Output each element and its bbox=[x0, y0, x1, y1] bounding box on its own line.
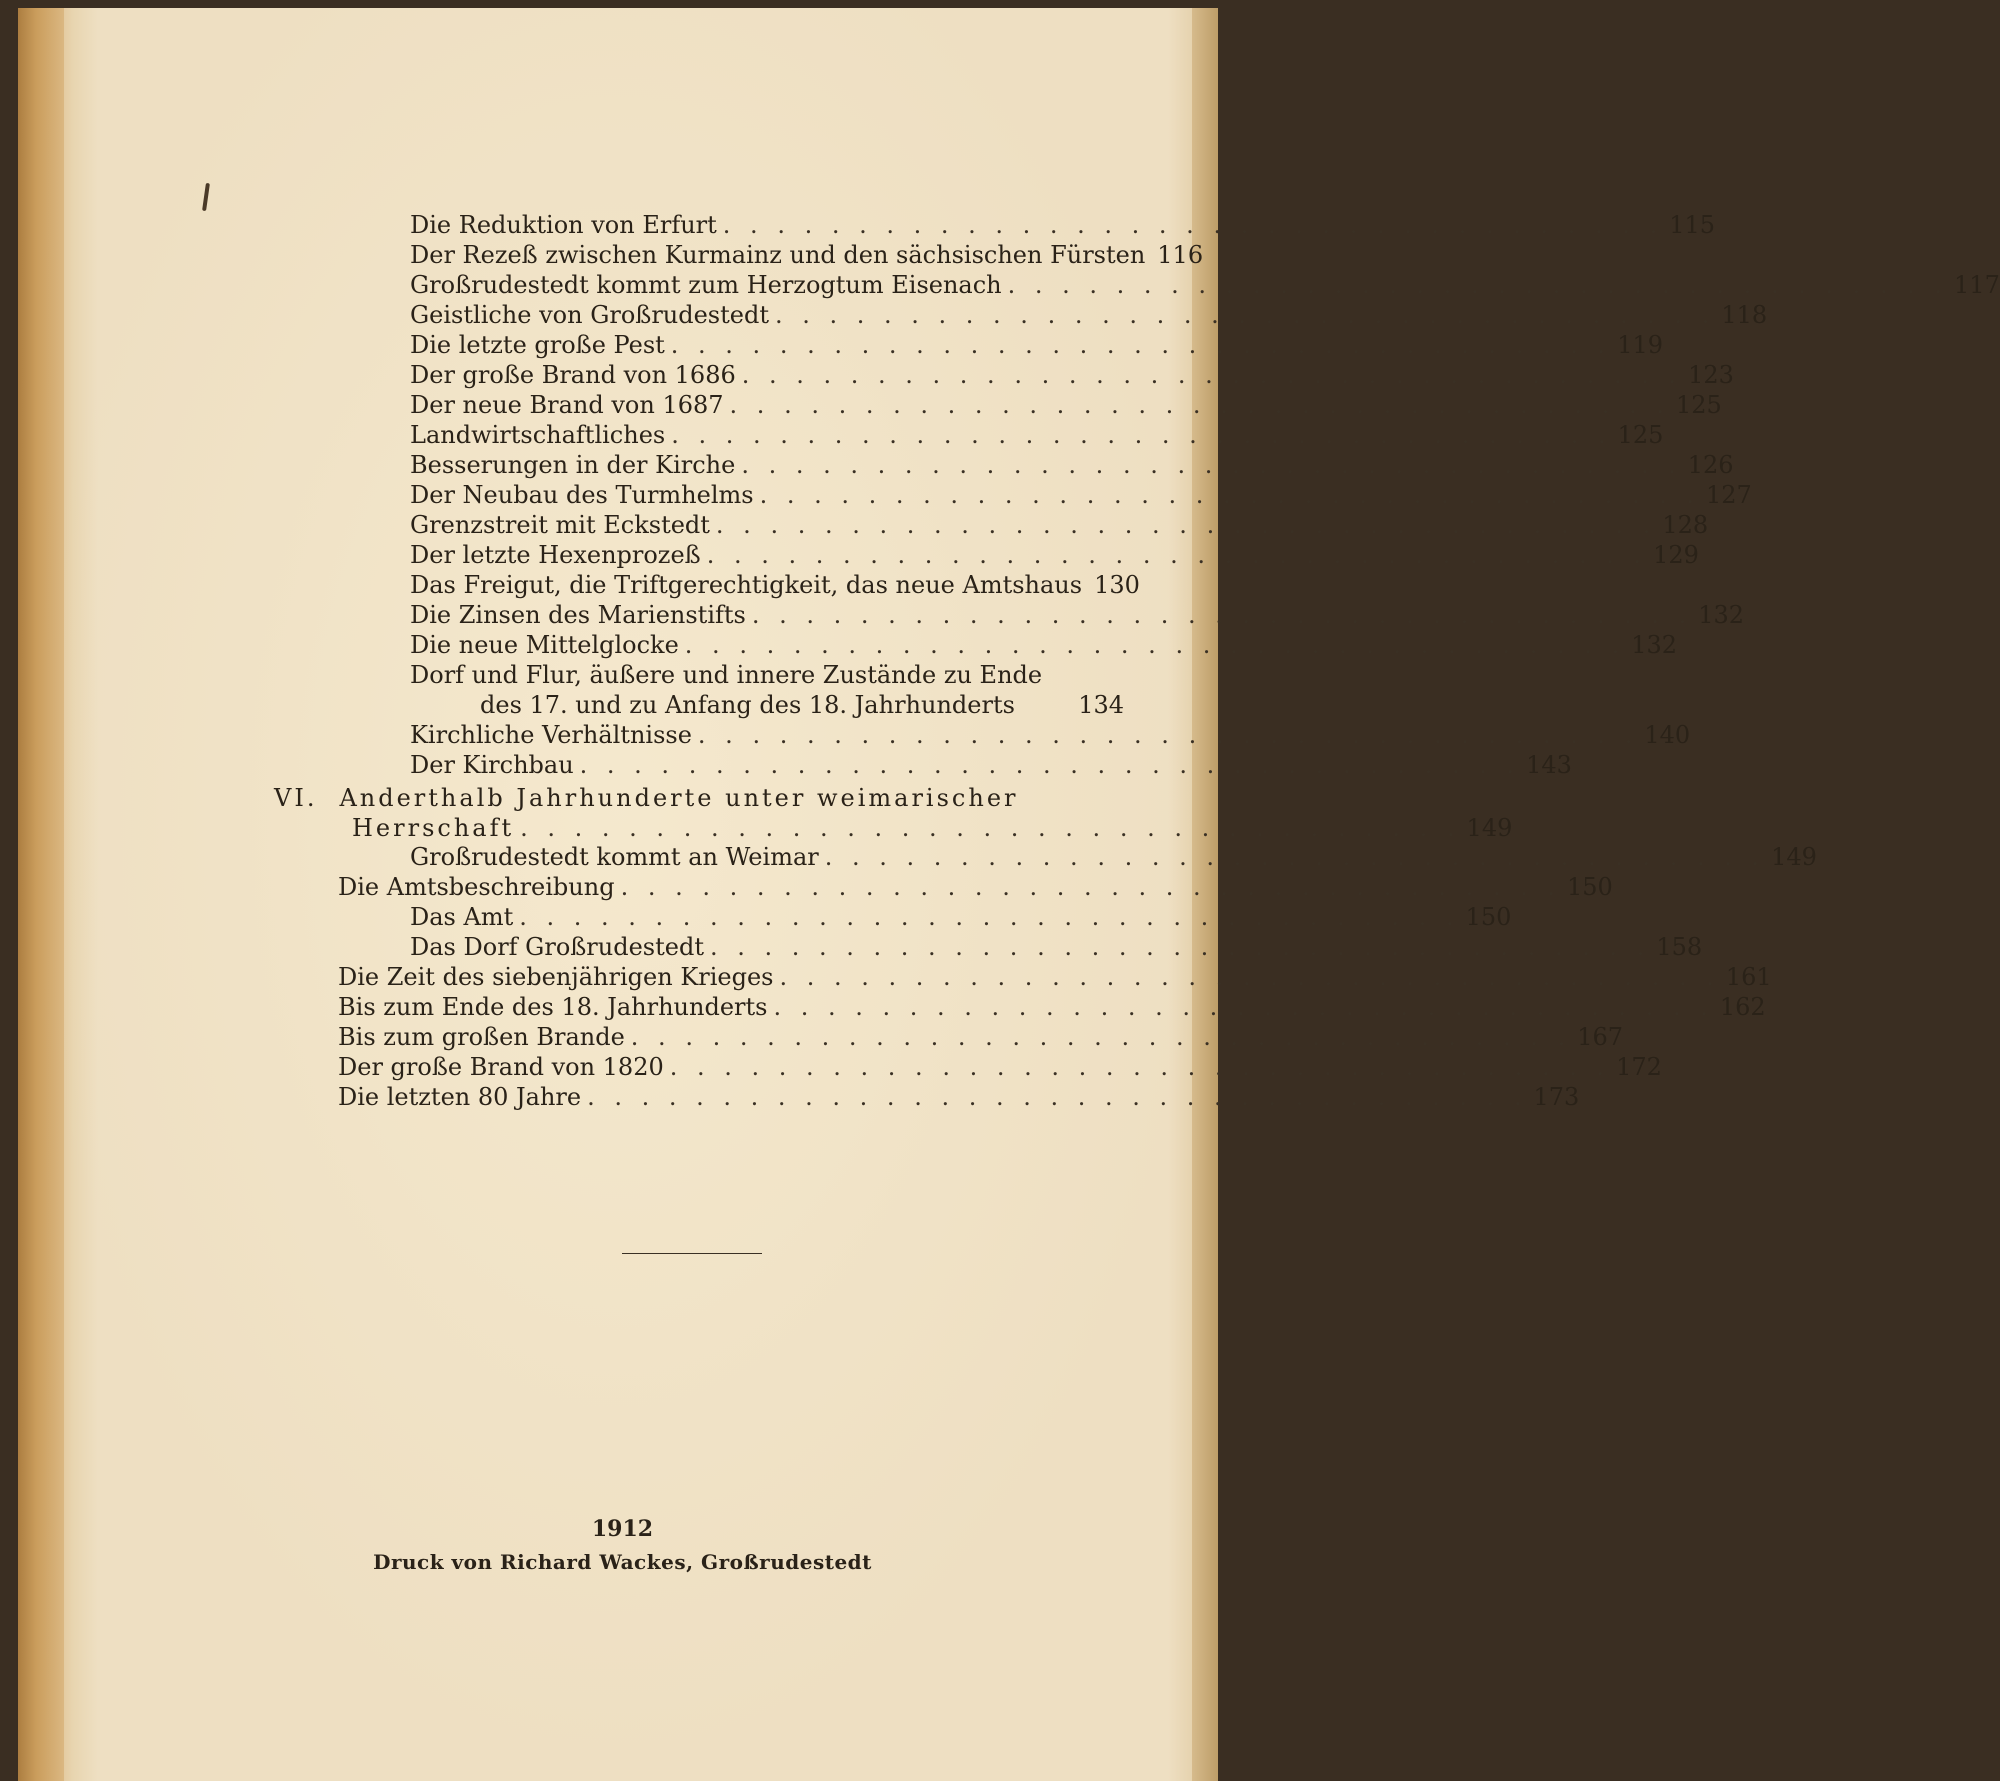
toc-entry-title: Großrudestedt kommt zum Herzogtum Eisenach bbox=[410, 271, 1002, 299]
toc-entry bbox=[410, 750, 1572, 780]
toc-entry-page: 167 bbox=[1577, 1023, 1624, 1051]
chapter-title-line2: Herrschaft bbox=[352, 814, 515, 842]
toc-entry-page: 119 bbox=[1617, 331, 1663, 359]
publication-year: 1912 bbox=[591, 1516, 654, 1542]
toc-entry bbox=[410, 480, 1752, 510]
toc-entry bbox=[338, 1082, 1580, 1112]
toc-entry-page: 143 bbox=[1526, 751, 1572, 779]
leader-dots: . . . . . . . . . . . . . . . . . . . . . . . . . . . . . . . . . . . bbox=[671, 421, 1612, 449]
toc-entry-title: Das Dorf Großrudestedt bbox=[410, 933, 704, 961]
toc-entry-title: Grenzstreit mit Eckstedt bbox=[410, 511, 710, 539]
toc-entry bbox=[410, 390, 1722, 420]
toc-entry-title: Großrudestedt kommt an Weimar bbox=[410, 843, 819, 871]
toc-entry-title-line2: des 17. und zu Anfang des 18. Jahrhunderts bbox=[480, 691, 1015, 719]
leader-dots: . . . . . . . . . . . . . . . . . . . . . . . . . . . . . . . . . . . bbox=[751, 601, 1693, 629]
toc-entry-title: Die Zeit des siebenjährigen Krieges bbox=[338, 963, 774, 991]
toc-entry-title: Der Kirchbau bbox=[410, 751, 574, 779]
toc-entry-page: 149 bbox=[1771, 843, 1817, 871]
toc-entry-title: Die Zinsen des Marienstifts bbox=[410, 601, 746, 629]
toc-entry bbox=[338, 872, 1613, 902]
toc-entry-page: 140 bbox=[1644, 721, 1691, 749]
toc-entry bbox=[338, 992, 1766, 1022]
toc-entry-title: Besserungen in der Kirche bbox=[410, 451, 736, 479]
chapter-numeral: VI. bbox=[274, 784, 318, 812]
toc-entry-title: Geistliche von Großrudestedt bbox=[410, 301, 769, 329]
toc-entry-title-line1: Dorf und Flur, äußere und innere Zustände zu Ende bbox=[410, 661, 1043, 689]
leader-dots: . . . . . . . . . . . . . . . . . . . . . . . . . . . . . . . . . . . bbox=[706, 541, 1648, 569]
leader-dots: . . . . . . . . . . . . . . . . . . . . . . . . . . . . . . . . . . . bbox=[620, 873, 1561, 901]
toc-entry-title: Der Rezeß zwischen Kurmainz und den sächsischen Fürsten bbox=[410, 241, 1146, 269]
toc-entry bbox=[410, 842, 1817, 872]
leader-dots: . . . . . . . . . . . . . . . . . . . . . . . . . . . . . . . . . . . bbox=[587, 1083, 1528, 1111]
toc-entry-page: 118 bbox=[1721, 301, 1768, 329]
leader-dots: . . . . . . . . . . . . . . . . . . . . . . . . . . . . . . . . . . . bbox=[670, 331, 1612, 359]
leader-dots: . . . . . . . . . . . . . . . . . . . . . . . . . . . . . . . . . . . bbox=[709, 933, 1651, 961]
toc-entry bbox=[410, 570, 1140, 600]
leader-dots: . . . . . . . . . . . . . . . . . . . . . . . . . . . . . . . . . . . bbox=[741, 451, 1682, 479]
leader-dots: . . . . . . . . . . . . . . . . . . . . . . . . . . . . . . . . . . . bbox=[715, 511, 1657, 539]
toc-entry-page: 126 bbox=[1687, 451, 1734, 479]
divider-rule bbox=[622, 1253, 762, 1254]
toc-entry-title: Der große Brand von 1686 bbox=[410, 361, 736, 389]
toc-entry-title: Das Freigut, die Triftgerechtigkeit, das neue Amtshaus bbox=[410, 571, 1083, 599]
toc-entry-page: 130 bbox=[1094, 571, 1140, 599]
leader-dots: . . . . . . . . . . . . . . . . . . . . . . . . . . . . . . . . . . . bbox=[697, 721, 1639, 749]
toc-entry-title: Die neue Mittelglocke bbox=[410, 631, 679, 659]
toc-entry-page: 128 bbox=[1662, 511, 1709, 539]
toc-entry bbox=[410, 300, 1768, 330]
toc-entry-page: 132 bbox=[1631, 631, 1678, 659]
chapter-title-line1: Anderthalb Jahrhunderte unter weimarischer bbox=[339, 784, 1019, 812]
toc-entry-title: Der letzte Hexenprozeß bbox=[410, 541, 701, 569]
toc-entry bbox=[410, 360, 1734, 390]
toc-entry-multiline-second bbox=[480, 690, 1124, 720]
toc-entry-title: Die Reduktion von Erfurt bbox=[410, 211, 717, 239]
toc-entry bbox=[410, 902, 1512, 932]
toc-entry-page: 150 bbox=[1566, 873, 1613, 901]
toc-entry-title: Das Amt bbox=[410, 903, 514, 931]
leader-dots: . . . . . . . . . . . . . . . . . . . . . . . . . . . . . . . . . . . bbox=[729, 391, 1670, 419]
toc-entry-page: 125 bbox=[1617, 421, 1664, 449]
toc-entry bbox=[410, 450, 1734, 480]
toc-entry-page: 150 bbox=[1465, 903, 1512, 931]
leader-dots: . . . . . . . . . . . . . . . . . . . . . . . . . . . . . . . . . . . bbox=[669, 1053, 1611, 1081]
toc-entry-page: 115 bbox=[1669, 211, 1716, 239]
toc-entry bbox=[410, 540, 1699, 570]
toc-entry bbox=[338, 1022, 1624, 1052]
leader-dots: . . . . . . . . . . . . . . . . . . . . . . . . . . . . . . . . . . . bbox=[684, 631, 1626, 659]
toc-entry-page: 117 bbox=[1954, 271, 2000, 299]
toc-entry bbox=[338, 1052, 1662, 1082]
leader-dots: . . . . . . . . . . . . . . . . . . . . . . . . . . . . . . . . . . . bbox=[519, 903, 1460, 931]
leader-dots: . . . . . . . . . . . . . . . . . . . . . . . . . . . . . . . . . . . bbox=[741, 361, 1683, 389]
toc-entry-page: 129 bbox=[1653, 541, 1699, 569]
leader-dots: . . . . . . . . . . . . . . . . . . . . . . . . . . . . . . . . . . . bbox=[722, 211, 1664, 239]
toc-entry-page: 123 bbox=[1688, 361, 1734, 389]
leader-dots: . . . . . . . . . . . . . . . . . . . . . . . . . . . . . . . . . . . bbox=[630, 1023, 1572, 1051]
toc-entry-title: Bis zum großen Brande bbox=[338, 1023, 625, 1051]
toc-entry-title: Bis zum Ende des 18. Jahrhunderts bbox=[338, 993, 768, 1021]
toc-entry-title: Landwirtschaftliches bbox=[410, 421, 666, 449]
toc-entry bbox=[410, 330, 1663, 360]
toc-entry bbox=[410, 630, 1678, 660]
leader-dots: . . . . . . . . . . . . . . . . . . . . . . . . . . . . . . . . . . . bbox=[824, 843, 1766, 871]
toc-entry-page: 158 bbox=[1656, 933, 1703, 961]
chapter-heading bbox=[274, 783, 1124, 813]
toc-entry bbox=[410, 932, 1703, 962]
leader-dots: . . . . . . . . . . . . . . . . . . . . . . . . . . . . . . . . . . . bbox=[779, 963, 1720, 991]
toc-entry bbox=[410, 600, 1745, 630]
toc-entry bbox=[410, 720, 1691, 750]
toc-entry-title: Der große Brand von 1820 bbox=[338, 1053, 664, 1081]
toc-entry bbox=[410, 240, 1204, 270]
toc-entry bbox=[338, 962, 1772, 992]
toc-entry-page: 149 bbox=[1466, 814, 1513, 842]
toc-entry-page: 134 bbox=[1078, 691, 1124, 719]
chapter-heading-second bbox=[352, 813, 1513, 843]
leader-dots: . . . . . . . . . . . . . . . . . . . . . . . . . . . . . . . . . . . bbox=[773, 993, 1714, 1021]
toc-entry-title: Die letzte große Pest bbox=[410, 331, 665, 359]
toc-entry bbox=[410, 510, 1709, 540]
toc-entry bbox=[410, 210, 1716, 240]
toc-entry bbox=[410, 420, 1664, 450]
toc-entry-page: 116 bbox=[1157, 241, 1204, 269]
leader-dots: . . . . . . . . . . . . . . . . . . . . . . . . . . . . . . . . . . . bbox=[1007, 271, 1949, 299]
toc-entry-page: 173 bbox=[1533, 1083, 1580, 1111]
toc-entry-page: 162 bbox=[1719, 993, 1766, 1021]
toc-entry-title: Kirchliche Verhältnisse bbox=[410, 721, 692, 749]
toc-entry-page: 172 bbox=[1616, 1053, 1662, 1081]
leader-dots: . . . . . . . . . . . . . . . . . . . . . . . . . . . . . . . . . . . bbox=[520, 814, 1461, 842]
toc-entry-title: Der neue Brand von 1687 bbox=[410, 391, 724, 419]
toc-entry-multiline-first bbox=[410, 660, 1124, 690]
leader-dots: . . . . . . . . . . . . . . . . . . . . . . . . . . . . . . . . . . . bbox=[759, 481, 1700, 509]
toc-entry-page: 127 bbox=[1706, 481, 1752, 509]
toc-entry bbox=[410, 270, 2000, 300]
toc-entry-title: Die letzten 80 Jahre bbox=[338, 1083, 582, 1111]
toc-entry-title: Der Neubau des Turmhelms bbox=[410, 481, 754, 509]
leader-dots: . . . . . . . . . . . . . . . . . . . . . . . . . . . . . . . . . . . bbox=[774, 301, 1716, 329]
toc-entry-title: Die Amtsbeschreibung bbox=[338, 873, 615, 901]
printer-imprint: Druck von Richard Wackes, Großrudestedt bbox=[373, 1550, 872, 1574]
leader-dots: . . . . . . . . . . . . . . . . . . . . . . . . . . . . . . . . . . . bbox=[579, 751, 1521, 779]
toc-entry-page: 161 bbox=[1725, 963, 1772, 991]
toc-entry-page: 125 bbox=[1675, 391, 1722, 419]
toc-entry-page: 132 bbox=[1698, 601, 1745, 629]
